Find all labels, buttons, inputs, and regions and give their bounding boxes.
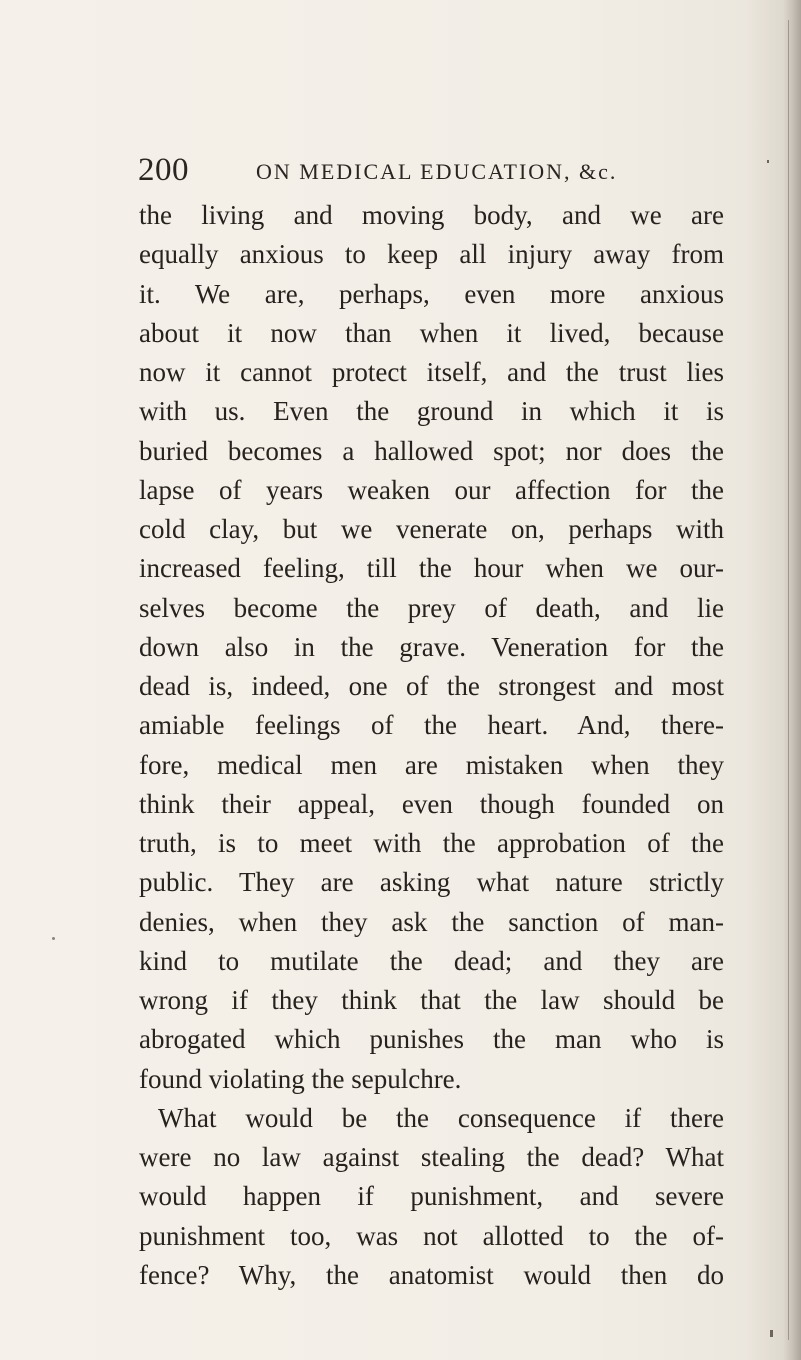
- text-line: denies, when they ask the sanction of man-: [139, 906, 724, 937]
- text-line: about it now than when it lived, because: [139, 317, 724, 348]
- text-line: now it cannot protect itself, and the trust lies: [139, 357, 724, 387]
- text-line: kind to mutilate the dead; and they are: [139, 945, 724, 976]
- paragraph-end-line: found violating the sepulchre.: [139, 1063, 462, 1094]
- running-head: [138, 150, 738, 190]
- text-line: wrong if they think that the law should be: [139, 985, 724, 1015]
- page-edge-line: [788, 20, 789, 1340]
- text-line: public. They are asking what nature strictly: [139, 867, 724, 898]
- text-line: fore, medical men are mistaken when they: [139, 749, 724, 780]
- page-edge-shadow: [783, 0, 801, 1360]
- text-line: cold clay, but we venerate on, perhaps with: [139, 514, 724, 544]
- text-line: the living and moving body, and we are: [139, 200, 724, 230]
- text-line: down also in the grave. Veneration for the: [139, 631, 724, 662]
- print-speck: [767, 160, 769, 163]
- page-number: 200: [138, 152, 189, 188]
- text-line: increased feeling, till the hour when we our-: [139, 553, 724, 584]
- text-line: dead is, indeed, one of the strongest and most: [139, 671, 724, 701]
- body-text: [139, 196, 724, 1295]
- text-line: punishment too, was not allotted to the of-: [139, 1220, 724, 1251]
- print-speck: [52, 937, 55, 940]
- running-title: ON MEDICAL EDUCATION, &c.: [256, 159, 618, 184]
- text-line: with us. Even the ground in which it is: [139, 396, 724, 427]
- text-line: buried becomes a hallowed spot; nor does the: [139, 435, 724, 466]
- text-line: lapse of years weaken our affection for the: [139, 474, 724, 505]
- print-speck: [770, 1330, 773, 1337]
- text-line: truth, is to meet with the approbation of the: [139, 828, 724, 858]
- text-line: equally anxious to keep all injury away from: [139, 239, 724, 270]
- text-line: were no law against stealing the dead? What: [139, 1142, 724, 1172]
- text-line: it. We are, perhaps, even more anxious: [139, 278, 724, 309]
- paragraph-start-line: What would be the consequence if there: [158, 1102, 724, 1133]
- text-line: amiable feelings of the heart. And, there-: [139, 710, 724, 741]
- text-line: fence? Why, the anatomist would then do: [139, 1259, 724, 1290]
- text-line: would happen if punishment, and severe: [139, 1181, 724, 1212]
- text-line: think their appeal, even though founded on: [139, 788, 724, 819]
- text-line: selves become the prey of death, and lie: [139, 592, 724, 623]
- text-line: abrogated which punishes the man who is: [139, 1024, 724, 1055]
